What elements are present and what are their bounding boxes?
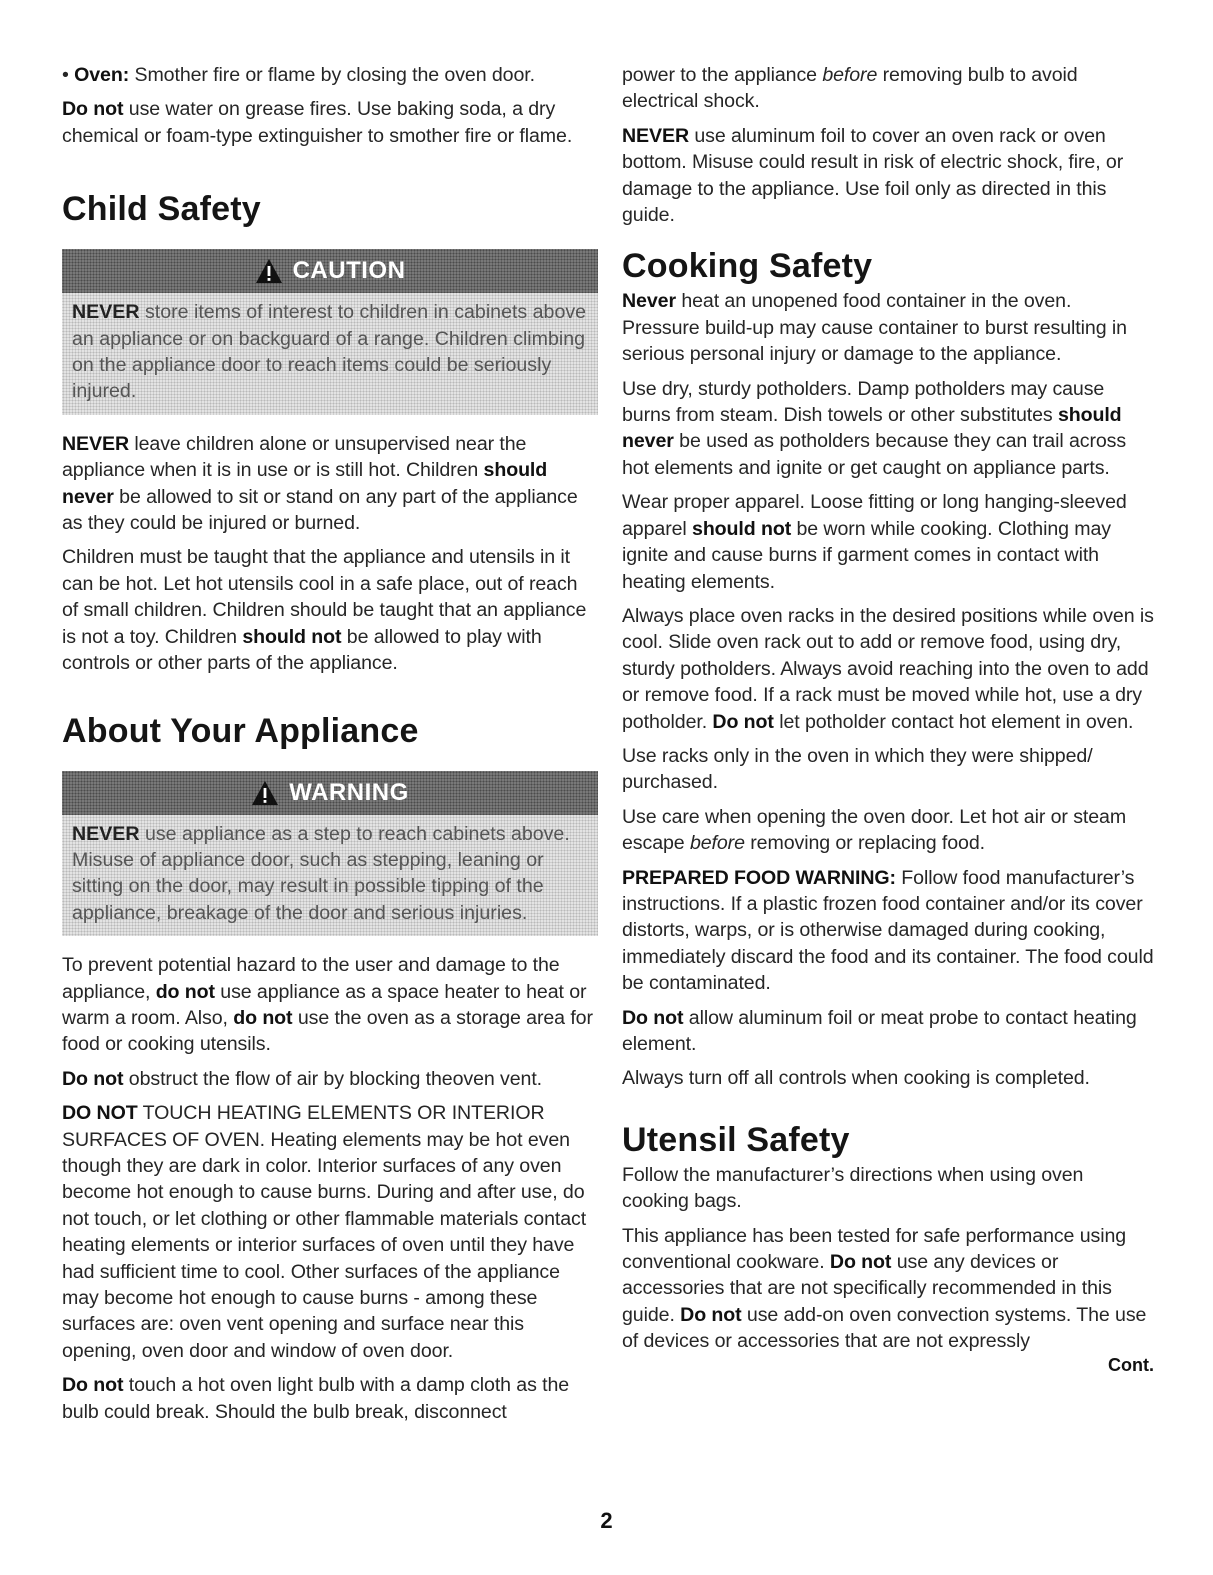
- warning-title: WARNING: [289, 778, 409, 806]
- caution-header: [62, 249, 598, 293]
- warning-triangle-icon: [251, 780, 279, 806]
- left-column: [62, 62, 598, 1433]
- cooking-paragraph-4: Always place oven racks in the desired positions while oven is cool. Slide oven rack out to add or remove food, using dry, sturdy potholders. Always avoid reaching into the oven to add or remove food. If a rack must be moved while hot, use a dry potholder. Do not let potholder contact hot element in oven.: [622, 604, 1154, 733]
- utensil-safety-heading: Utensil Safety: [622, 1120, 850, 1159]
- cooking-paragraph-9: Always turn off all controls when cooking is completed.: [622, 1067, 1090, 1090]
- child-paragraph-1: NEVER leave children alone or unsupervised near the appliance when it is in use or is still hot. Children should never be allowed to sit or stand on any part of the appliance as they could be injured or burned.: [62, 432, 578, 535]
- cooking-paragraph-5: Use racks only in the oven in which they were shipped/ purchased.: [622, 744, 1093, 794]
- warning-triangle-icon: [255, 258, 283, 284]
- cooking-paragraph-7: PREPARED FOOD WARNING: Follow food manufacturer’s instructions. If a plastic frozen food container and/or its cover distorts, warps, or is otherwise damaged during cooking, immediately discard the food and its container. The food could be contaminated.: [622, 866, 1154, 995]
- cooking-paragraph-3: Wear proper apparel. Loose fitting or long hanging-sleeved apparel should not be worn while cooking. Clothing may ignite and cause burns if garment comes in contact with heating elements.: [622, 491, 1127, 593]
- right-column: [622, 62, 1154, 1376]
- child-paragraph-2: Children must be taught that the appliance and utensils in it can be hot. Let hot utensils cool in a safe place, out of reach of small children. Children should be taught that an appliance is not a toy. Children should not be allowed to play with controls or other parts of the appliance.: [62, 546, 587, 675]
- cooking-paragraph-1: Never heat an unopened food container in the oven. Pressure build-up may cause container to burst resulting in serious personal injury or damage to the appliance.: [622, 290, 1127, 366]
- warning-box: [62, 771, 598, 937]
- grease-fire-paragraph: Do not use water on grease fires. Use baking soda, a dry chemical or foam-type extinguisher to smother fire or flame.: [62, 98, 573, 147]
- utensil-paragraph-2: This appliance has been tested for safe performance using conventional cookware. Do not use any devices or accessories that are not specifically recommended in this guide. Do not use add-on oven convection systems. The use of devices or accessories that are not expressly: [622, 1224, 1147, 1353]
- cooking-paragraph-8: Do not allow aluminum foil or meat probe to contact heating element.: [622, 1006, 1137, 1055]
- about-appliance-heading: About Your Appliance: [62, 711, 419, 750]
- foil-paragraph: NEVER use aluminum foil to cover an oven rack or oven bottom. Misuse could result in risk of electric shock, fire, or damage to the appliance. Use foil only as directed in this guide.: [622, 124, 1124, 227]
- utensil-paragraph-1: Follow the manufacturer’s directions when using oven cooking bags.: [622, 1163, 1084, 1213]
- caution-box: [62, 249, 598, 415]
- about-paragraph-2: Do not obstruct the flow of air by blocking theoven vent.: [62, 1067, 543, 1090]
- continued-label: Cont.: [1108, 1354, 1154, 1375]
- warning-header: [62, 771, 598, 815]
- about-paragraph-4: Do not touch a hot oven light bulb with a damp cloth as the bulb could break. Should the bulb break, disconnect: [62, 1374, 570, 1423]
- about-paragraph-1: To prevent potential hazard to the user and damage to the appliance, do not use appliance as a space heater to heat or warm a room. Also, do not use the oven as a storage area for food or cooking utensils.: [62, 954, 593, 1056]
- page-number: 2: [600, 1508, 613, 1533]
- about-paragraph-3: DO NOT TOUCH HEATING ELEMENTS OR INTERIOR SURFACES OF OVEN. Heating elements may be hot even though they are dark in color. Interior surfaces of any oven become hot enough to cause burns. During and after use, do not touch, or let clothing or other flammable materials contact heating elements or interior surfaces of oven until they have had sufficient time to cool. Other surfaces of the appliance may become hot enough to cause burns - among these surfaces are: oven vent opening and surface near this opening, oven door and window of oven door.: [62, 1102, 587, 1362]
- bulb-continued-paragraph: power to the appliance before removing bulb to avoid electrical shock.: [622, 64, 1078, 113]
- cooking-safety-heading: Cooking Safety: [622, 247, 873, 286]
- caution-title: CAUTION: [292, 257, 406, 285]
- warning-text: NEVER use appliance as a step to reach cabinets above. Misuse of appliance door, such as stepping, leaning or sitting on the door, may result in possible tipping of the appliance, breakage of the door and serious injuries.: [72, 822, 570, 924]
- child-safety-heading: Child Safety: [62, 190, 261, 229]
- caution-text: NEVER store items of interest to children in cabinets above an appliance or on backguard of a range. Children climbing on the appliance door to reach items could be seriously injured.: [72, 301, 587, 403]
- cooking-paragraph-2: Use dry, sturdy potholders. Damp potholders may cause burns from steam. Dish towels or other substitutes should never be used as potholders because they can trail across hot elements and ignite or get caught on appliance parts.: [622, 377, 1127, 479]
- cooking-paragraph-6: Use care when opening the oven door. Let hot air or steam escape before removing or replacing food.: [622, 805, 1127, 855]
- oven-fire-paragraph: • Oven: Smother fire or flame by closing the oven door.: [62, 64, 535, 86]
